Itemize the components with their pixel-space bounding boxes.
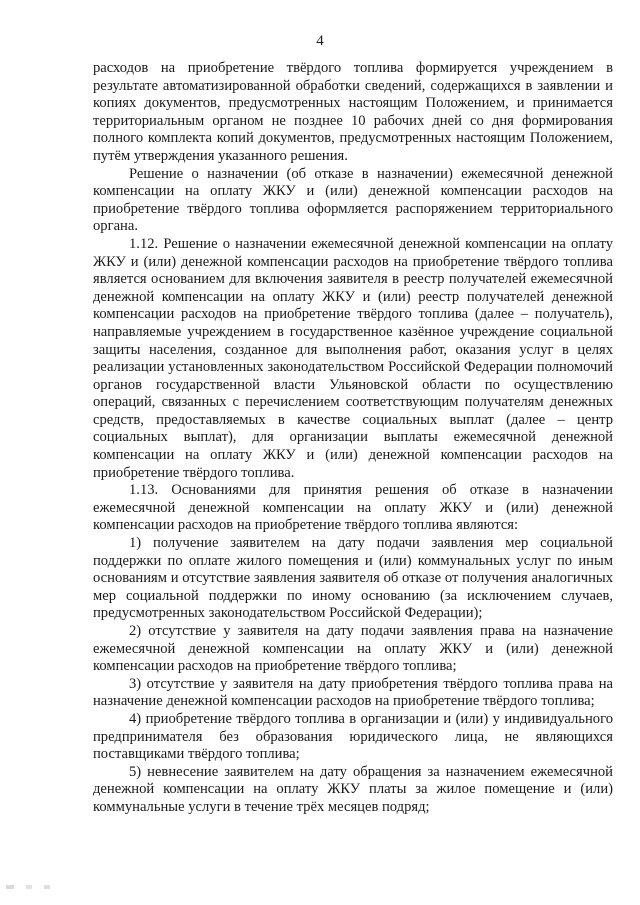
scan-artifact: [6, 885, 86, 889]
list-item-5: 5) невнесение заявителем на дату обращения за назначением ежемесячной денежной компенсации на оплату ЖКУ платы за жилое помещение и (или) коммунальные услуги в течение трёх месяцев подряд;: [93, 763, 613, 815]
list-item-2: 2) отсутствие у заявителя на дату подачи заявления права на назначение ежемесячной денежной компенсации на оплату ЖКУ и (или) денежной компенсации расходов на приобретение твёрдого топлива;: [93, 623, 613, 675]
paragraph-continuation: расходов на приобретение твёрдого топлива формируется учреждением в результате автоматизированной обработки сведений, содержащихся в заявлении и копиях документов, предусмотренных настоящим Положением, и принимается территориальным органом не позднее 10 рабочих дней со дня формирования полного комплекта копий документов, предусмотренных настоящим Положением, путём утверждения указанного решения.: [93, 60, 613, 164]
paragraph-1-12: 1.12. Решение о назначении ежемесячной денежной компенсации на оплату ЖКУ и (или) денежной компенсации расходов на приобретение твёрдого топлива является основанием для включения заявителя в реестр получателей ежемесячной денежной компенсации на оплату ЖКУ и (или) реестр получателей денежной компенсации расходов на приобретение твёрдого топлива (далее – получатель), направляемые учреждением в государственное казённое учреждение социальной защиты населения, созданное для выполнения работ, оказания услуг в целях реализации установленных законодательством Российской Федерации полномочий органов государственной власти Ульяновской области по осуществлению операций, связанных с перечислением соответствующим получателям денежных средств, предоставляемых в качестве социальных выплат (далее – центр социальных выплат), для организации выплаты ежемесячной денежной компенсации на оплату ЖКУ и (или) денежной компенсации расходов на приобретение твёрдого топлива.: [93, 235, 613, 481]
list-item-1: 1) получение заявителем на дату подачи заявления мер социальной поддержки по оплате жилого помещения и (или) коммунальных услуг по иным основаниям и отсутствие заявления заявителя об отказе от получения аналогичных мер социальной поддержки по иному основанию (за исключением случаев, предусмотренных законодательством Российской Федерации);: [93, 535, 613, 622]
page-number: 4: [316, 33, 324, 49]
list-item-3: 3) отсутствие у заявителя на дату приобретения твёрдого топлива права на назначение денежной компенсации расходов на приобретение твёрдого топлива;: [93, 675, 613, 710]
paragraph-decision-form: Решение о назначении (об отказе в назначении) ежемесячной денежной компенсации на оплату ЖКУ и (или) денежной компенсации расходов на приобретение твёрдого топлива оформляется распоряжением территориального органа.: [93, 165, 613, 235]
paragraph-1-13: 1.13. Основаниями для принятия решения об отказе в назначении ежемесячной денежной компенсации на оплату ЖКУ и (или) денежной компенсации расходов на приобретение твёрдого топлива являются:: [93, 482, 613, 534]
list-item-4: 4) приобретение твёрдого топлива в организации и (или) у индивидуального предпринимателя без образования юридического лица, не являющихся поставщиками твёрдого топлива;: [93, 710, 613, 763]
document-body: [93, 60, 613, 817]
